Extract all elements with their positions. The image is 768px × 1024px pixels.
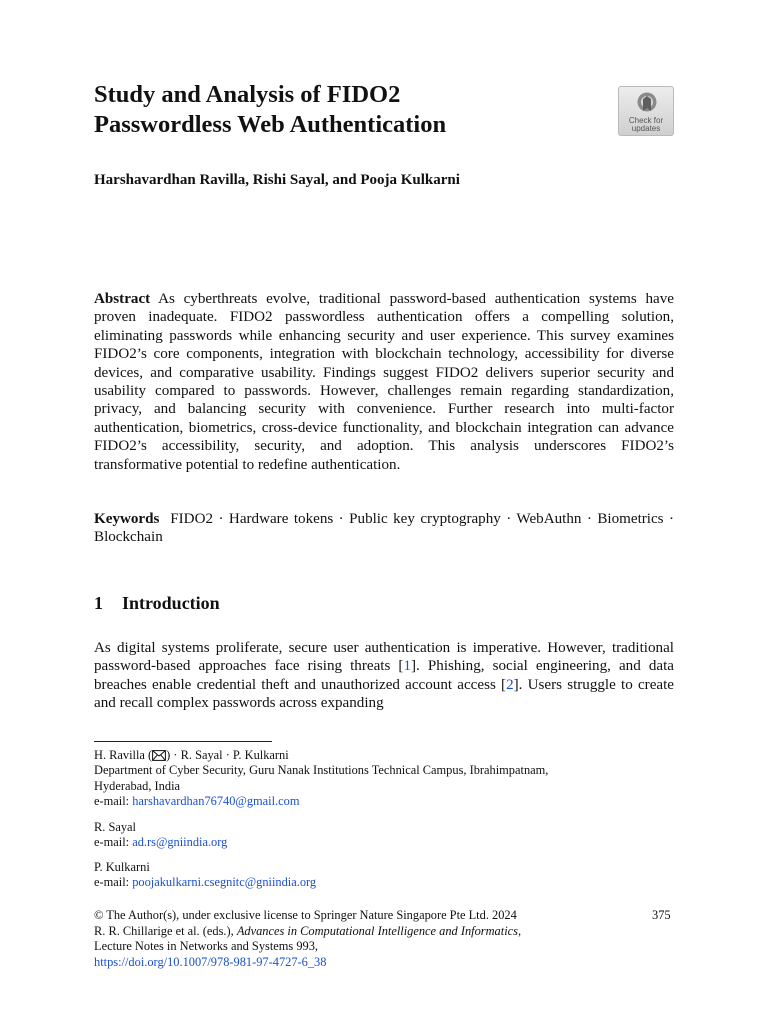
section-heading bbox=[94, 593, 220, 614]
check-for-updates-icon bbox=[636, 91, 658, 115]
intro-text-2: ]. Phishing, social engineering, and data breaches enable credential theft and unauthorized account access [ bbox=[94, 658, 674, 693]
footnote-divider bbox=[94, 741, 272, 742]
badge-line-2: updates bbox=[631, 124, 661, 133]
email-link-1[interactable]: harshavardhan76740@gmail.com bbox=[132, 794, 300, 809]
book-title: Advances in Computational Intelligence and Informatics bbox=[236, 923, 518, 938]
email-label-1: e-mail: bbox=[94, 794, 133, 809]
badge-line-1: Check for bbox=[628, 116, 664, 125]
doi-link[interactable]: https://doi.org/10.1007/978-981-97-4727-6_38 bbox=[94, 954, 327, 969]
footnote-author-rest: ) · R. Sayal · P. Kulkarni bbox=[166, 748, 289, 762]
copyright-line: © The Author(s), under exclusive license to Springer Nature Singapore Pte Ltd. 2024 bbox=[94, 908, 517, 922]
email-label-3: e-mail: bbox=[94, 875, 133, 890]
author-list: Harshavardhan Ravilla, Rishi Sayal, and Pooja Kulkarni bbox=[94, 172, 460, 188]
section-title: Introduction bbox=[122, 593, 220, 613]
paper-title bbox=[94, 80, 564, 140]
abstract bbox=[94, 290, 674, 474]
footnote-name-2: R. Sayal bbox=[94, 820, 136, 834]
footnote-author-1: H. Ravilla ( bbox=[94, 748, 153, 762]
email-link-2[interactable]: ad.rs@gniindia.org bbox=[132, 835, 228, 850]
editors-text: R. R. Chillarige et al. (eds.), bbox=[94, 923, 237, 938]
abstract-text: As cyberthreats evolve, traditional password-based authentication systems have proven inadequate. FIDO2 passwordless authentication offers a compelling solution, eliminating passwords while enhancing security and user experience. This survey examines FIDO2’s core components, integration with blockchain technology, accessibility for diverse devices, and comparative usability. Findings suggest FIDO2 delivers superior security and usability compared to passwords. However, challenges remain regarding standardization, privacy, and balancing security with convenience. Further research into multi-factor authentication, biometrics, cross-device functionality, and blockchain integration can advance FIDO2’s accessibility, security, and adoption. This analysis underscores FIDO2’s transformative potential to redefine authentication. bbox=[94, 291, 674, 473]
section-number: 1 bbox=[94, 593, 103, 613]
citation-link-2[interactable]: 2 bbox=[506, 676, 514, 693]
footnote-authors bbox=[94, 748, 674, 810]
footnote-name-3: P. Kulkarni bbox=[94, 860, 150, 874]
email-label-2: e-mail: bbox=[94, 835, 133, 850]
title-line-1: Study and Analysis of FIDO2 bbox=[94, 81, 401, 108]
introduction-paragraph bbox=[94, 639, 674, 713]
email-link-3[interactable]: poojakulkarni.csegnitc@gniindia.org bbox=[132, 875, 317, 890]
page-number: 375 bbox=[652, 908, 671, 922]
footnote-author-3 bbox=[94, 860, 316, 891]
series-line: Lecture Notes in Networks and Systems 993, bbox=[94, 939, 319, 954]
footnote-department: Department of Cyber Security, Guru Nanak Institutions Technical Campus, Ibrahimpatnam, bbox=[94, 763, 549, 778]
envelope-icon bbox=[152, 750, 166, 761]
editors-punct: , bbox=[517, 923, 522, 938]
intro-text-1: As digital systems proliferate, secure user authentication is imperative. However, traditional password-based approaches face rising threats [ bbox=[94, 640, 674, 675]
footnote-author-2 bbox=[94, 820, 227, 851]
footnote-location: Hyderabad, India bbox=[94, 778, 181, 793]
keywords-label: Keywords bbox=[94, 511, 160, 527]
check-for-updates-badge[interactable] bbox=[618, 86, 674, 136]
title-line-2: Passwordless Web Authentication bbox=[94, 111, 447, 138]
citation-link-1[interactable]: 1 bbox=[403, 658, 412, 675]
check-for-updates-label bbox=[619, 117, 673, 133]
keywords bbox=[94, 510, 674, 547]
copyright-block bbox=[94, 908, 674, 970]
keywords-text: FIDO2 · Hardware tokens · Public key cryptography · WebAuthn · Biometrics · Blockchain bbox=[94, 511, 675, 546]
intro-text-3: ]. Users struggle to create and recall complex passwords across expanding bbox=[94, 676, 674, 712]
abstract-label: Abstract bbox=[94, 291, 151, 307]
